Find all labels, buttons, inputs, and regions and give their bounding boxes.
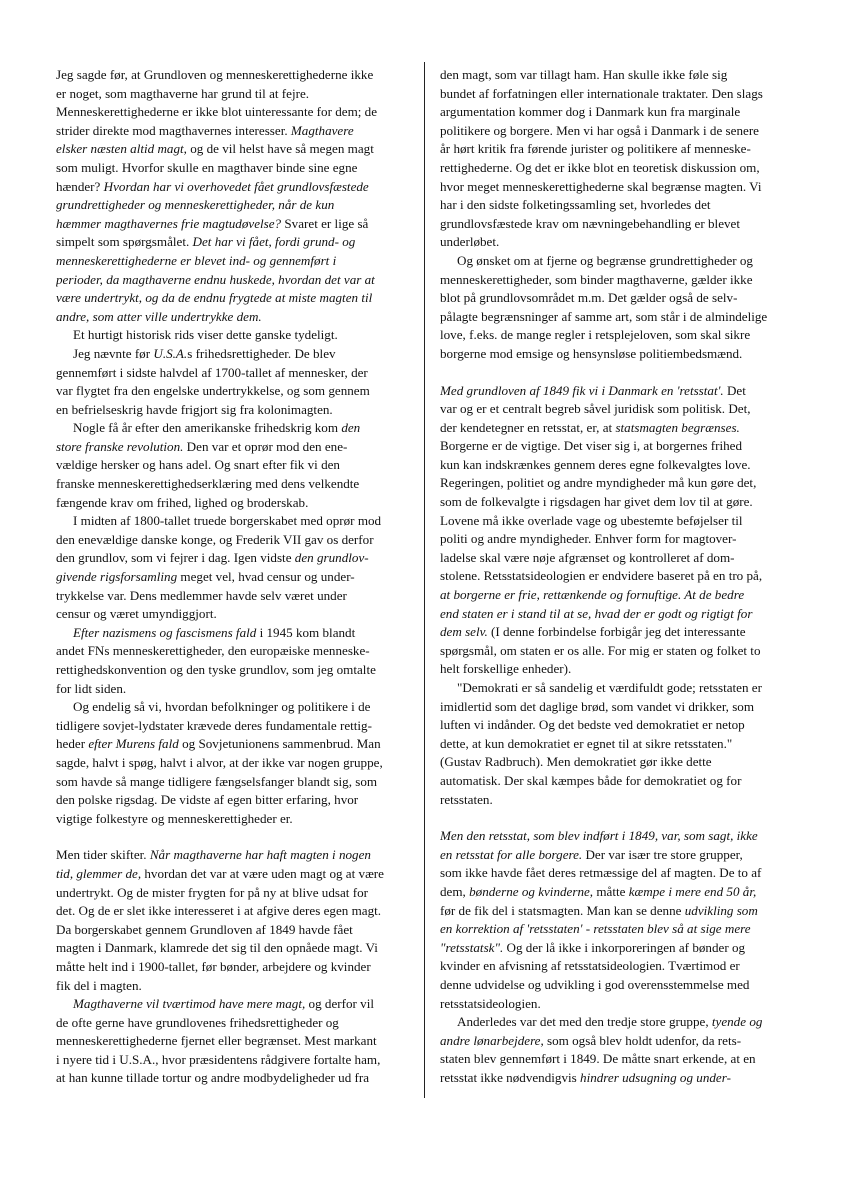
text-line (56, 215, 418, 234)
text-line (56, 419, 418, 438)
text-run: var flygtet fra den engelske undertrykkelse, og som gennem (56, 383, 370, 399)
text-run: Der var især tre store grupper, (582, 846, 743, 862)
column-divider (424, 62, 425, 1098)
italic-text-run: Men den retsstat, som blev indført i 1849, var, som sagt, ikke (440, 828, 758, 844)
text-run: argumentation kommer dog i Danmark kun fra marginale (440, 104, 741, 120)
paragraph (56, 512, 418, 624)
text-run: kvinder en afvisning af retsstatsideologien. Tværtimod er (440, 958, 740, 974)
italic-text-run: end staten er i stand til at se, hvad der er godt og rigtigt for (440, 605, 753, 621)
text-line (56, 531, 418, 550)
text-line (56, 1051, 418, 1070)
text-line (56, 624, 418, 643)
text-line (56, 605, 418, 624)
text-line (440, 345, 802, 364)
text-line (440, 252, 802, 271)
text-run: kun kan indskrænkes gennem deres egne folkevalgtes love. (440, 456, 751, 472)
text-line (56, 252, 418, 271)
text-run: hvor meget menneskerettighederne skal begrænse magten. Vi (440, 178, 762, 194)
text-run: Et hurtigt historisk rids viser dette ganske tydeligt. (73, 327, 338, 343)
text-line (56, 568, 418, 587)
text-line (440, 957, 802, 976)
italic-text-run: hindrer udsugning og under- (580, 1069, 731, 1085)
italic-text-run: kæmpe i mere end 50 år, (628, 883, 757, 899)
text-line (440, 864, 802, 883)
italic-text-run: Det har vi fået, fordi grund- og (192, 234, 356, 250)
text-run: trykkelse var. Dens medlemmer havde selv været under (56, 587, 347, 603)
paragraph (56, 995, 418, 1088)
text-run: og derfor vil (305, 996, 374, 1012)
text-line (56, 512, 418, 531)
text-run: før de fik del i statsmagten. Man kan se denne (440, 902, 685, 918)
text-line (440, 716, 802, 735)
text-run: retsstatsideologien. (440, 995, 541, 1011)
italic-text-run: andre, som atter ville undertrykke dem. (56, 308, 262, 324)
text-run: dette, at kun demokratiet er egnet til at sikre retsstaten." (440, 735, 733, 751)
text-run: de ofte gerne have grundlovenes frihedsrettigheder og (56, 1014, 339, 1030)
text-line (56, 698, 418, 717)
text-line (440, 586, 802, 605)
italic-text-run: elsker næsten altid magt, (56, 141, 187, 157)
text-run: ladelse skal være nøje afgrænset og kontrolleret af dom- (440, 549, 735, 565)
text-line (56, 364, 418, 383)
text-run: for lidt siden. (56, 680, 127, 696)
paragraph (56, 345, 418, 419)
text-run: der kendetegner en retsstat, er, at (440, 419, 616, 435)
text-run: var og er et centralt begreb såvel juridisk som politisk. Det, (440, 401, 751, 417)
text-line (440, 995, 802, 1014)
italic-text-run: Magthavere (290, 122, 354, 138)
text-line (56, 642, 418, 661)
text-run: blot på grundlovsområdet m.m. Det gælder også de selv- (440, 290, 738, 306)
text-run: Anderledes var det med den tredje store gruppe, (457, 1014, 712, 1030)
text-run: fik del i magten. (56, 977, 142, 993)
text-run: den enevældige danske konge, og Frederik VII gav os derfor (56, 531, 374, 547)
text-line (56, 717, 418, 736)
paragraph (440, 382, 802, 680)
text-run: rettighedskonvention og den tyske grundlov, som jeg omtalte (56, 662, 376, 677)
text-run: grundlovsfæstede krav om nævningebehandling er blevet (440, 215, 740, 231)
text-run: i 1945 kom blandt (256, 624, 356, 640)
text-line (440, 1050, 802, 1069)
text-line (440, 920, 802, 939)
text-line (56, 271, 418, 290)
text-line (56, 475, 418, 494)
text-line (56, 159, 418, 178)
text-line (56, 196, 418, 215)
text-line (440, 567, 802, 586)
italic-text-run: hæmmer magthavernes frie magtudøvelse? (56, 215, 282, 231)
text-line (440, 178, 802, 197)
text-run: luften vi indånder. Og det bedste ved demokratiet er netop (440, 717, 745, 733)
text-run: fængende krav om frihed, lighed og broderskab. (56, 494, 309, 510)
text-line (56, 1014, 418, 1033)
text-run: Den var et oprør mod den ene- (183, 438, 348, 454)
text-line (440, 308, 802, 327)
text-line (440, 753, 802, 772)
text-run: stolene. Retsstatsideologien er endvidere baseret på en tro på, (440, 568, 763, 584)
text-run: er noget, som magthaverne har grund til at fejre. (56, 85, 310, 101)
text-run: heder (56, 736, 89, 752)
text-run: den grundlov, som vi fejrer i dag. Igen vidste (56, 550, 295, 566)
text-line (440, 642, 802, 661)
text-line (56, 735, 418, 754)
text-line (56, 977, 418, 996)
text-run: Og der lå ikke i inkorporeringen af bønder og (503, 939, 746, 955)
text-run: borgerne mod emsige og hensynsløse politiembedsmænd. (440, 345, 743, 361)
paragraph (56, 326, 418, 345)
italic-text-run: Med grundloven af 1849 fik vi i Danmark en 'retsstat'. (440, 382, 724, 398)
text-run: Jeg sagde før, at Grundloven og menneskerettighederne ikke (56, 67, 374, 82)
text-run: i nyere tid i U.S.A., hvor præsidentens rådgivere fortalte ham, (56, 1051, 381, 1067)
text-run: Det (723, 382, 746, 398)
text-line (440, 271, 802, 290)
paragraph (440, 827, 802, 1013)
text-line (56, 308, 418, 327)
text-line (56, 382, 418, 401)
text-line (56, 289, 418, 308)
italic-text-run: tid, glemmer de, (56, 865, 142, 881)
text-line (56, 326, 418, 345)
text-run: staten blev gennemført i 1849. De måtte snart erkende, at en (440, 1051, 756, 1067)
italic-text-run: menneskerettighederne er blevet ind- og gennemført i (56, 252, 337, 268)
text-line (440, 902, 802, 921)
italic-text-run: Hvordan har vi overhovedet fået grundlovsfæstede (103, 178, 369, 194)
italic-text-run: statsmagten begrænses. (615, 419, 740, 435)
paragraph-gap (440, 809, 802, 827)
paragraph (440, 66, 802, 252)
text-run: rettighederne. Og det er ikke blot en teoretisk diskussion om, (440, 159, 760, 175)
text-run: Regeringen, politiet og andre myndigheder må kun gøre det, (440, 475, 757, 491)
text-run: og Sovjetunionens sammenbrud. Man (178, 736, 381, 752)
text-line (440, 215, 802, 234)
text-line (440, 1069, 802, 1088)
italic-text-run: dem selv. (440, 624, 488, 640)
text-run: Nogle få år efter den amerikanske frihedskrig kom (73, 420, 342, 436)
text-line (440, 976, 802, 995)
left-column (56, 66, 418, 1166)
text-line (56, 345, 418, 364)
text-line (56, 995, 418, 1014)
text-run: vigtige folkestyre og menneskerettigheder er. (56, 810, 293, 826)
text-run: måtte (593, 883, 629, 899)
italic-text-run: Magthaverne vil tværtimod have mere magt, (73, 996, 306, 1012)
text-run: spørgsmål, om staten er os alle. For mig er staten og folket to (440, 642, 761, 658)
paragraph-gap (440, 364, 802, 382)
text-line (440, 66, 802, 85)
text-run: strider direkte mod magthavernes interesser. (56, 122, 291, 138)
text-line (440, 1032, 802, 1051)
text-line (440, 512, 802, 531)
right-column (440, 66, 802, 1166)
text-line (440, 827, 802, 846)
text-run: menneskerettigheder, som binder magthaverne, gælder ikke (440, 271, 753, 287)
text-run: menneskerettighederne fjernet eller begrænset. Mest markant (56, 1033, 377, 1049)
text-line (56, 773, 418, 792)
text-run: som også blev holdt udenfor, da rets- (543, 1032, 742, 1048)
text-run: magten i Danmark, klamrede det sig til den opnåede magt. Vi (56, 940, 378, 956)
italic-text-run: Efter nazismens og fascismens fald (73, 624, 257, 640)
text-line (56, 846, 418, 865)
text-run: imidlertid som det daglige brød, som vandet vi drikker, som (440, 698, 755, 714)
paragraph (56, 419, 418, 512)
text-run: måtte helt ind i 1900-tallet, før bønder, arbejdere og kvinder (56, 958, 371, 974)
text-line (56, 1069, 418, 1088)
text-run: underløbet. (440, 234, 500, 250)
text-line (440, 493, 802, 512)
italic-text-run: den grundlov- (294, 550, 369, 566)
text-line (56, 85, 418, 104)
text-line (56, 233, 418, 252)
text-line (56, 494, 418, 513)
text-line (440, 939, 802, 958)
text-line (440, 791, 802, 810)
text-run: Men tider skifter. (56, 847, 150, 863)
text-run: som de folkevalgte i rigsdagen har givet dem lov til at gøre. (440, 494, 753, 510)
text-line (56, 103, 418, 122)
text-line (440, 605, 802, 624)
text-run: den magt, som var tillagt ham. Han skulle ikke føle sig (440, 67, 728, 82)
text-run: vældige hersker og hans adel. Og snart efter fik vi den (56, 457, 340, 473)
text-line (440, 85, 802, 104)
text-run: Jeg nævnte før (73, 345, 154, 361)
text-line (56, 902, 418, 921)
text-line (440, 474, 802, 493)
text-line (440, 1013, 802, 1032)
text-line (440, 883, 802, 902)
text-run: har i den sidste folketingssamling set, hvorledes det (440, 197, 711, 213)
text-line (56, 587, 418, 606)
text-run: en befrielseskrig havde frigjort sig fra kolonimagten. (56, 401, 333, 417)
italic-text-run: den (341, 420, 361, 436)
italic-text-run: en retsstat for alle borgere. (440, 846, 583, 862)
text-line (440, 233, 802, 252)
italic-text-run: perioder, da magthaverne endnu huskede, hvordan det var at (56, 271, 375, 287)
text-line (440, 772, 802, 791)
paragraph (56, 66, 418, 326)
paragraph (56, 624, 418, 698)
text-line (440, 419, 802, 438)
text-run: hænder? (56, 178, 104, 194)
text-line (56, 791, 418, 810)
text-line (440, 326, 802, 345)
italic-text-run: "retsstatsk". (440, 939, 504, 955)
text-run: hvordan det var at være uden magt og at være (141, 865, 384, 881)
text-line (440, 456, 802, 475)
text-run: den polske rigsdag. De vidste af egen bitter erfaring, hvor (56, 792, 359, 808)
text-run: retsstaten. (440, 791, 493, 807)
text-line (440, 289, 802, 308)
text-line (440, 159, 802, 178)
text-run: som muligt. Hvorfor skulle en magthaver binde sine egne (56, 159, 358, 175)
text-run: Og ønsket om at fjerne og begrænse grundrettigheder og (457, 252, 753, 268)
italic-text-run: tyende og (711, 1014, 763, 1030)
text-line (440, 122, 802, 141)
text-line (440, 698, 802, 717)
text-run: at han kunne tillade tortur og andre modbydeligheder ud fra (56, 1070, 370, 1086)
text-run: pålagte begrænsninger af samme art, som står i de almindelige (440, 308, 768, 324)
text-line (440, 660, 802, 679)
text-run: år hørt kritik fra førende jurister og politikere af menneske- (440, 141, 751, 157)
text-run: I midten af 1800-tallet truede borgerskabet med oprør mod (73, 513, 382, 529)
text-line (56, 661, 418, 680)
text-run: Da borgerskabet gennem Grundloven af 1849 havde fået (56, 921, 353, 937)
italic-text-run: givende rigsforsamling (56, 569, 178, 585)
text-line (56, 921, 418, 940)
text-run: franske menneskerettighedserklæring med dens velkendte (56, 476, 360, 492)
text-line (56, 939, 418, 958)
text-run: Borgerne er de vigtige. Det viser sig i, at borgernes frihed (440, 438, 743, 454)
text-line (440, 400, 802, 419)
italic-text-run: en korrektion af 'retsstaten' - retsstaten blev så at sige mere (440, 921, 751, 937)
text-run: meget vel, hvad censur og under- (177, 569, 355, 585)
text-line (440, 103, 802, 122)
text-run: (Gustav Radbruch). Men demokratiet gør ikke dette (440, 754, 712, 770)
paragraph (56, 846, 418, 995)
text-run: censur og været umyndiggjort. (56, 606, 217, 622)
italic-text-run: efter Murens fald (88, 736, 179, 752)
text-run: andet FNs menneskerettigheder, den europæiske menneske- (56, 643, 370, 659)
text-line (440, 140, 802, 159)
text-line (56, 66, 418, 85)
italic-text-run: at borgerne er frie, rettænkende og fornuftige. At de bedre (440, 587, 745, 603)
text-line (56, 401, 418, 420)
text-line (56, 754, 418, 773)
text-run: tidligere sovjet-lydstater krævede deres fundamentale rettig- (56, 717, 372, 733)
paragraph (440, 1013, 802, 1087)
text-run: som ikke havde fået deres retmæssige del af magten. De to af (440, 865, 762, 881)
text-run: og de vil helst have så megen magt (186, 141, 374, 157)
text-line (440, 735, 802, 754)
text-line (56, 178, 418, 197)
text-line (56, 810, 418, 829)
text-run: helt forskellige enheder). (440, 661, 572, 677)
italic-text-run: Når magthaverne har haft magten i nogen (149, 847, 371, 863)
text-line (56, 865, 418, 884)
text-run: retsstat ikke nødvendigvis (440, 1069, 581, 1085)
text-line (56, 122, 418, 141)
text-run: s frihedsrettigheder. De blev (187, 345, 336, 361)
italic-text-run: store franske revolution. (56, 438, 184, 454)
text-line (440, 196, 802, 215)
text-run: undertrykt. Og de mister frygten for på ny at blive udsat for (56, 884, 368, 900)
text-line (56, 549, 418, 568)
italic-text-run: grundrettigheder og menneskerettigheder, når de kun (56, 197, 335, 213)
text-run: Svaret er lige så (281, 215, 369, 231)
text-run: som havde så mange tidligere fængselsfanger blandt sig, som (56, 773, 378, 789)
italic-text-run: andre lønarbejdere, (440, 1032, 544, 1048)
text-run: (I denne forbindelse forbigår jeg det interessante (487, 624, 746, 640)
text-line (56, 1032, 418, 1051)
text-line (56, 958, 418, 977)
text-line (56, 456, 418, 475)
text-run: politikere og borgere. Men vi har også i Danmark i de senere (440, 122, 759, 138)
text-run: det. Og de er slet ikke interesseret i at afgive deres egen magt. (56, 903, 382, 919)
text-run: bundet af forfatningen eller internationale traktater. Den slags (440, 85, 763, 101)
text-line (440, 382, 802, 401)
text-line (56, 680, 418, 699)
text-run: denne udvidelse og udvikling i god overensstemmelse med (440, 976, 750, 992)
text-run: sagde, halvt i spøg, halvt i alvor, at der ikke var nogen gruppe, (56, 754, 383, 770)
paragraph (440, 252, 802, 364)
text-run: politi og andre myndigheder. Enhver form for magtover- (440, 531, 737, 547)
text-run: gennemført i sidste halvdel af 1700-tallet af mennesker, der (56, 364, 368, 380)
text-line (440, 623, 802, 642)
text-line (440, 549, 802, 568)
text-line (56, 140, 418, 159)
text-run: Menneskerettighederne er ikke blot uinteressante for dem; de (56, 104, 378, 120)
italic-text-run: U.S.A. (153, 345, 188, 361)
text-run: dem, (440, 883, 470, 899)
text-line (56, 438, 418, 457)
text-line (440, 530, 802, 549)
text-run: Lovene må ikke overlade vage og ubestemte beføjelser til (440, 512, 743, 528)
italic-text-run: bønderne og kvinderne, (469, 883, 594, 899)
text-run: simpelt som spørgsmålet. (56, 234, 193, 250)
italic-text-run: udvikling som (684, 902, 758, 918)
paragraph-gap (56, 828, 418, 846)
text-line (440, 679, 802, 698)
paragraph (56, 698, 418, 828)
text-run: automatisk. Der skal kæmpes både for demokratiet og for (440, 772, 742, 788)
text-run: love, f.eks. de mange regler i retsplejeloven, som skal sikre (440, 327, 751, 343)
text-line (56, 884, 418, 903)
text-run: "Demokrati er så sandelig et værdifuldt gode; retsstaten er (457, 680, 762, 695)
italic-text-run: være undertrykt, og da de endnu frygtede at miste magten til (56, 290, 373, 306)
text-run: Og endelig så vi, hvordan befolkninger og politikere i de (73, 699, 371, 715)
text-line (440, 846, 802, 865)
text-line (440, 437, 802, 456)
paragraph (440, 679, 802, 809)
